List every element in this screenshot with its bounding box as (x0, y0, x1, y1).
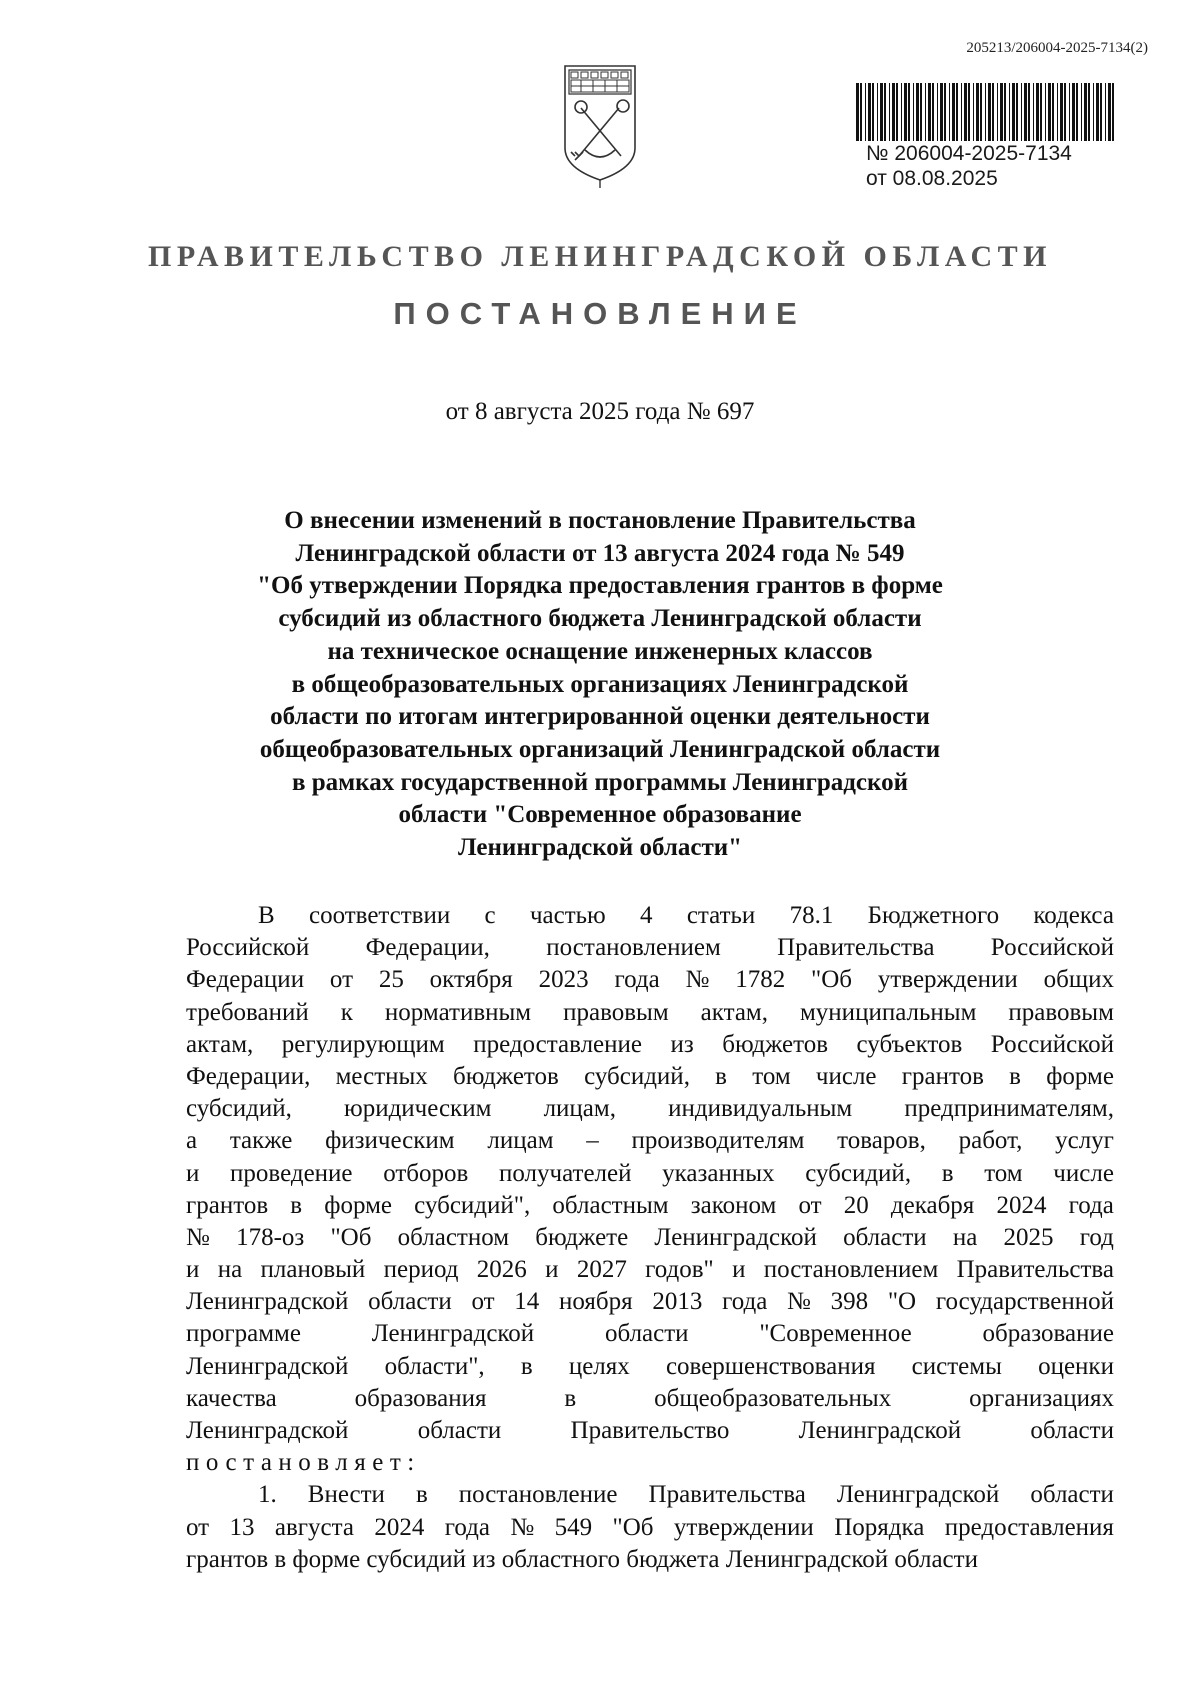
heading-line: О внесении изменений в постановление Правительства (284, 507, 916, 534)
body-line: В соответствии с частью 4 статьи 78.1 Бюджетного кодекса (258, 902, 1114, 929)
body-line: Федерации от 25 октября 2023 года № 1782 "Об утверждении общих (186, 966, 1114, 994)
decree-date: от 8 августа 2025 года № 697 (445, 398, 755, 425)
document-id: 205213/206004-2025-7134(2) (966, 40, 1148, 56)
government-title: ПРАВИТЕЛЬСТВО ЛЕНИНГРАДСКОЙ ОБЛАСТИ (148, 240, 1052, 273)
heading-line: "Об утверждении Порядка предоставления грантов в форме (257, 572, 943, 600)
document-heading (180, 505, 1020, 865)
body-line: требований к нормативным правовым актам, муниципальным правовым (186, 998, 1114, 1026)
heading-line: на техническое оснащение инженерных классов (327, 637, 873, 665)
coat-of-arms-icon (561, 60, 639, 190)
body-line: субсидий, юридическим лицам, индивидуальным предпринимателям, (186, 1095, 1114, 1123)
heading-line: Ленинградской области" (457, 834, 743, 862)
heading-line: субсидий из областного бюджета Ленинградской области (278, 605, 922, 633)
body-line: и на плановый период 2026 и 2027 годов" и постановлением Правительства (186, 1256, 1114, 1284)
heading-line: общеобразовательных организаций Ленинградской области (259, 735, 941, 763)
body-line: 1. Внести в постановление Правительства Ленинградской области (258, 1481, 1114, 1509)
body-line: грантов в форме субсидий из областного бюджета Ленинградской области (186, 1545, 978, 1573)
body-line: № 178-оз "Об областном бюджете Ленинградской области на 2025 год (186, 1223, 1114, 1251)
registration-number: № 206004-2025-7134 (866, 142, 1072, 165)
barcode-icon (856, 83, 1118, 141)
body-line: Российской Федерации, постановлением Правительства Российской (186, 934, 1114, 962)
body-line: программе Ленинградской области "Современное образование (186, 1320, 1114, 1348)
body-line: от 13 августа 2024 года № 549 "Об утверждении Порядка предоставления (186, 1513, 1114, 1541)
body-line: актам, регулирующим предоставление из бюджетов субъектов Российской (186, 1030, 1114, 1058)
body-line: Ленинградской области Правительство Ленинградской области (186, 1417, 1114, 1444)
heading-line: области "Современное образование (398, 801, 802, 829)
registration-date: от 08.08.2025 (866, 167, 998, 190)
body-line: Ленинградской области", в целях совершенствования системы оценки (186, 1352, 1114, 1380)
body-line: качества образования в общеобразовательных организациях (186, 1384, 1114, 1412)
body-line: и проведение отборов получателей указанных субсидий, в том числе (186, 1159, 1114, 1187)
body-line: а также физическим лицам – производителям товаров, работ, услуг (186, 1127, 1114, 1155)
heading-line: Ленинградской области от 13 августа 2024 года № 549 (295, 539, 905, 567)
registration-info (866, 141, 1072, 191)
heading-line: области по итогам интегрированной оценки деятельности (270, 703, 930, 731)
body-line: Ленинградской области от 14 ноября 2013 года № 398 "О государственной (186, 1288, 1114, 1316)
heading-line: в рамках государственной программы Ленинградской (291, 768, 908, 796)
document-type: ПОСТАНОВЛЕНИЕ (393, 296, 807, 331)
body-line: Федерации, местных бюджетов субсидий, в том числе грантов в форме (186, 1062, 1114, 1090)
document-body (186, 900, 1114, 1576)
body-line: грантов в форме субсидий", областным законом от 20 декабря 2024 года (186, 1191, 1114, 1219)
heading-line: в общеобразовательных организациях Ленинградской (291, 670, 909, 698)
body-line: постановляет: (186, 1449, 421, 1477)
